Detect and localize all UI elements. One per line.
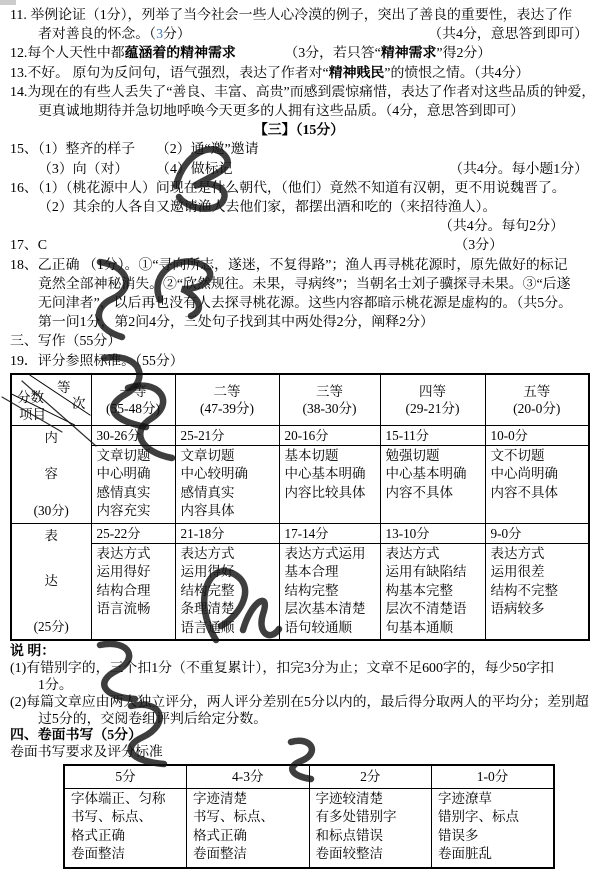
- score-range-cell: 30-26分: [91, 425, 175, 445]
- score-range-cell: 13-10分: [380, 523, 485, 543]
- handwriting-criteria-cell: 字体端正、匀称 书写、标点、 格式正确 卷面整洁: [64, 788, 187, 868]
- text-segment: 者对善良的怀念。（: [38, 27, 157, 43]
- doc-line: [10, 121, 588, 140]
- text-segment: 12.每个人天性中都: [10, 46, 125, 62]
- text-segment: （3）向（对） （4）做标记: [38, 161, 233, 177]
- score-range-cell: 25-21分: [175, 425, 279, 445]
- item-label-cell: 内 容 (30分): [11, 425, 91, 523]
- text-segment: 更真诚地期待并急切地呼唤今天更多的人拥有这些品质。（4分，意思答到即可）: [38, 104, 525, 120]
- doc-line: [10, 44, 588, 63]
- handwriting-header-cell: 1-0分: [432, 765, 555, 789]
- criteria-cell: 表达方式 运用得好 结构合理 语言流畅: [91, 543, 175, 640]
- grade-header-cell: 二等 (47-39分): [175, 374, 279, 426]
- grade-header-cell: 五等 (20-0分): [485, 374, 589, 426]
- text-segment: （共4分。每句2分）: [438, 219, 564, 235]
- text-segment: 第一问1分，第2问4分，三处句子找到其中两处得2分，阐释2分）: [38, 315, 434, 331]
- doc-line: [10, 236, 588, 255]
- criteria-cell: 表达方式 运用有缺陷结 构基本完整 层次不清楚语 句基本通顺: [380, 543, 485, 640]
- text-segment: 18、乙正确 （1分）。①“寻向所志，遂迷，不复得路”；渔人再寻桃花源时，原先做好的标记: [10, 257, 568, 273]
- text-segment: 1分。: [38, 677, 73, 693]
- criteria-cell: 文不切题 中心尚明确 内容不具体: [485, 445, 589, 523]
- item-label-cell: 表 达 (25分): [11, 523, 91, 640]
- text-segment: ”得2分）: [436, 46, 492, 62]
- notes-section: [10, 644, 588, 762]
- doc-line: [10, 352, 588, 371]
- doc-line: [10, 661, 588, 678]
- criteria-cell: 文章切题 中心明确 感情真实 内容充实: [91, 445, 175, 523]
- grade-header-cell: 四等 (29-21分): [380, 374, 485, 426]
- doc-line: [10, 102, 588, 121]
- criteria-cell: 文章切题 中心较明确 感情真实 内容具体: [175, 445, 279, 523]
- criteria-cell: 表达方式 运用很差 结构不完整 语病较多: [485, 543, 589, 640]
- text-segment: 卷面书写要求及评分标准: [10, 745, 163, 761]
- text-segment: ”的愤恨之情。（共4分）: [384, 65, 530, 81]
- text-segment: 说 明：: [10, 644, 56, 660]
- handwriting-criteria-cell: 字迹较清楚 有多处错别字 和标点错误 卷面较整洁: [309, 788, 432, 868]
- doc-line: [10, 64, 588, 83]
- text-segment: （3分，若只答“: [235, 46, 381, 62]
- doc-line: [10, 745, 588, 762]
- doc-line: [10, 712, 588, 729]
- text-segment: 【三】（15分）: [253, 123, 345, 139]
- text-segment: 3: [156, 27, 164, 43]
- answers-section: [10, 6, 596, 371]
- grade-header-cell: 一等 (55-48分): [91, 374, 175, 426]
- text-segment: （共4分，意思答到即可）: [428, 27, 588, 43]
- score-range-cell: 9-0分: [485, 523, 589, 543]
- criteria-cell: 基本切题 中心基本明确 内容比较具体: [279, 445, 380, 523]
- text-segment: 17、C: [10, 238, 48, 254]
- text-segment: 竟然全部神秘消失。②“欣然规往。未果，寻病终”；当朝名士刘子骥探寻未果。③“后遂: [38, 276, 571, 292]
- text-segment: 精神贱民: [328, 65, 385, 81]
- doc-line: [10, 217, 588, 236]
- doc-line: [10, 313, 588, 332]
- text-segment: 16、（1）（桃花源中人）问现在是什么朝代，（他们）竟然不知道有汉朝，更不用说魏晋了。: [10, 180, 566, 196]
- text-segment: 三、写作（55分）: [10, 334, 122, 350]
- doc-line: [10, 332, 588, 351]
- handwriting-criteria-cell: 字迹清楚 书写、标点、 格式正确 卷面整洁: [187, 788, 310, 868]
- doc-line: [10, 275, 588, 294]
- criteria-cell: 表达方式运用 基本合理 结构完整 层次基本清楚 语句较通顺: [279, 543, 380, 640]
- text-segment: 分）: [163, 27, 191, 43]
- text-segment: 15、（1）整齐的样子 （2）通“邀”邀请: [10, 142, 259, 158]
- grade-header-cell: 三等 (38-30分): [279, 374, 380, 426]
- handwriting-header-cell: 5分: [64, 765, 187, 789]
- doc-line: [10, 140, 588, 159]
- text-segment: （3分）: [454, 238, 503, 254]
- essay-scoring-table: [10, 373, 590, 642]
- doc-line: [10, 256, 588, 275]
- text-segment: 四、卷面书写（5分）: [10, 728, 142, 744]
- doc-line: [10, 644, 588, 661]
- text-segment: （共4分。每小题1分）: [449, 161, 588, 177]
- criteria-cell: 表达方式 运用得好 结构完整 条理清楚 语言通顺: [175, 543, 279, 640]
- table-corner-cell: 分数 等 次 项目: [11, 374, 91, 426]
- text-segment: 14.为现在的有些人丢失了“善良、丰富、高贵”而感到震惊痛惜，表达了作者对这些品质的钟爱，: [10, 84, 596, 100]
- handwriting-header-cell: 4-3分: [187, 765, 310, 789]
- score-range-cell: 10-0分: [485, 425, 589, 445]
- doc-line: [10, 728, 588, 745]
- text-segment: 11. 举例论证（1分），列举了当今社会一些人心冷漠的例子，突出了善良的重要性，表达了作: [10, 8, 573, 23]
- score-range-cell: 15-11分: [380, 425, 485, 445]
- text-segment: 13.不好。 原句为反问句，语气强烈，表达了作者对“: [10, 65, 329, 81]
- text-segment: 过5分的，交阅卷组评判后给定分数。: [38, 711, 268, 727]
- text-segment: (1)有错别字的，三个扣1分（不重复累计），扣完3分为止；文章不足600字的，每少50字扣: [10, 661, 555, 677]
- doc-line: [10, 25, 588, 44]
- text-segment: 19．评分参照标准。（55分）: [10, 353, 184, 369]
- handwriting-header-cell: 2分: [309, 765, 432, 789]
- text-segment: (2)每篇文章应由两人独立评分，两人评分差别在5分以内的，最后得分取两人的平均分；差别超: [10, 694, 589, 710]
- score-range-cell: 20-16分: [279, 425, 380, 445]
- score-range-cell: 17-14分: [279, 523, 380, 543]
- text-segment: 无问津者”，以后再也没有人去探寻桃花源。这些内容都暗示桃花源是虚构的。（共5分。: [38, 296, 573, 312]
- text-segment: （2）其余的人各自又邀请渔人去他们家，都摆出酒和吃的（来招待渔人）。: [38, 200, 497, 216]
- doc-line: [10, 179, 588, 198]
- handwriting-criteria-cell: 字迹潦草 错别字、标点 错误多 卷面脏乱: [432, 788, 555, 868]
- doc-line: [10, 160, 588, 179]
- score-range-cell: 21-18分: [175, 523, 279, 543]
- doc-line: [10, 6, 588, 25]
- handwriting-scoring-table: [63, 764, 555, 869]
- text-segment: 精神需求: [380, 46, 437, 62]
- doc-line: [10, 294, 588, 313]
- criteria-cell: 勉强切题 中心基本明确 内容不具体: [380, 445, 485, 523]
- text-segment: 蕴涵着的精神需求: [124, 46, 236, 62]
- scan-artifact: [0, 0, 16, 5]
- doc-line: [10, 198, 588, 217]
- doc-line: [10, 678, 588, 695]
- score-range-cell: 25-22分: [91, 523, 175, 543]
- doc-line: [10, 83, 596, 102]
- doc-line: [10, 695, 588, 712]
